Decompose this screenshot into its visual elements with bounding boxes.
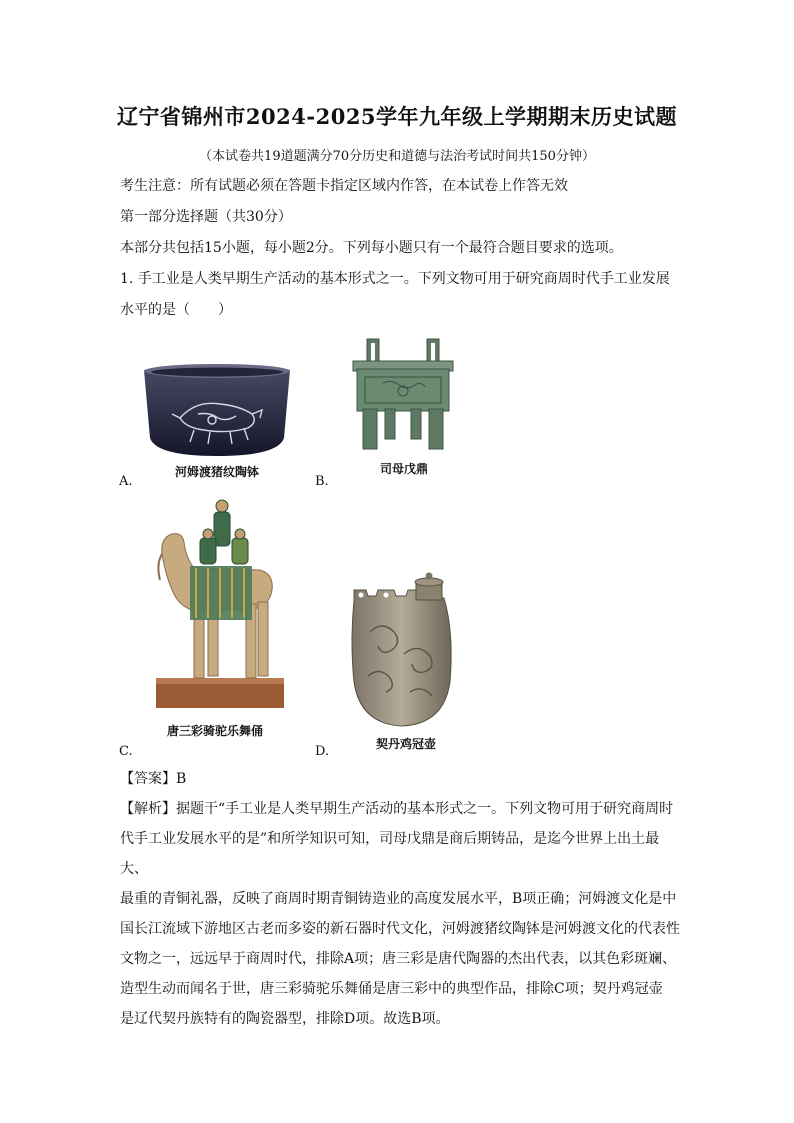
analysis-line: 国长江流域下游地区古老而多姿的新石器时代文化，河姆渡猪纹陶钵是河姆渡文化的代表性 <box>120 921 680 937</box>
option-d-letter: D. <box>315 744 330 759</box>
tang-sancai-camel-image <box>150 498 290 716</box>
analysis-line: 最重的青铜礼器，反映了商周时期青铜铸造业的高度发展水平，B项正确；河姆渡文化是中 <box>120 891 677 907</box>
option-c-letter: C. <box>119 744 133 759</box>
option-b-caption: 司母戊鼎 <box>379 462 428 476</box>
instructions-text: 本部分共包括15小题，每小题2分。下列每小题只有一个最符合题目要求的选项。 <box>120 240 623 256</box>
analysis-paragraph <box>120 794 680 1034</box>
question-1-stem-line-2: 水平的是（ ） <box>120 302 232 318</box>
option-a-caption: 河姆渡猪纹陶钵 <box>174 465 259 479</box>
analysis-line: 文物之一，远远早于商周时代，排除A项；唐三彩是唐代陶器的杰出代表，以其色彩斑斓、 <box>120 951 677 967</box>
section-heading: 第一部分选择题（共30分） <box>120 209 292 225</box>
option-c-caption: 唐三彩骑驼乐舞俑 <box>166 724 263 738</box>
analysis-line: 代手工业发展水平的是”和所学知识可知，司母戊鼎是商后期铸品，是迄今世界上出土最大、 <box>120 831 660 877</box>
option-b-letter: B. <box>315 474 329 489</box>
analysis-line: 【解析】据题干“手工业是人类早期生产活动的基本形式之一。下列文物可用于研究商周时 <box>120 801 674 817</box>
option-d-caption: 契丹鸡冠壶 <box>375 737 436 751</box>
document-subtitle: （本试卷共19道题满分70分历史和道德与法治考试时间共150分钟） <box>199 149 595 164</box>
answer-text: 【答案】B <box>120 771 187 787</box>
question-1-stem-line-1: 1. 手工业是人类早期生产活动的基本形式之一。下列文物可用于研究商周时代手工业发展 <box>120 271 670 287</box>
document-title: 辽宁省锦州市2024-2025学年九年级上学期期末历史试题 <box>116 104 678 129</box>
notice-text: 考生注意：所有试题必须在答题卡指定区域内作答，在本试卷上作答无效 <box>120 178 568 194</box>
analysis-line: 造型生动而闻名于世，唐三彩骑驼乐舞俑是唐三彩中的典型作品，排除C项；契丹鸡冠壶 <box>120 981 663 997</box>
pottery-bowl-image <box>138 360 296 460</box>
option-a-letter: A. <box>119 474 133 489</box>
bronze-ding-image <box>349 335 457 453</box>
analysis-line: 是辽代契丹族特有的陶瓷器型，排除D项。故选B项。 <box>120 1011 450 1027</box>
cockscomb-flask-image <box>346 572 458 732</box>
